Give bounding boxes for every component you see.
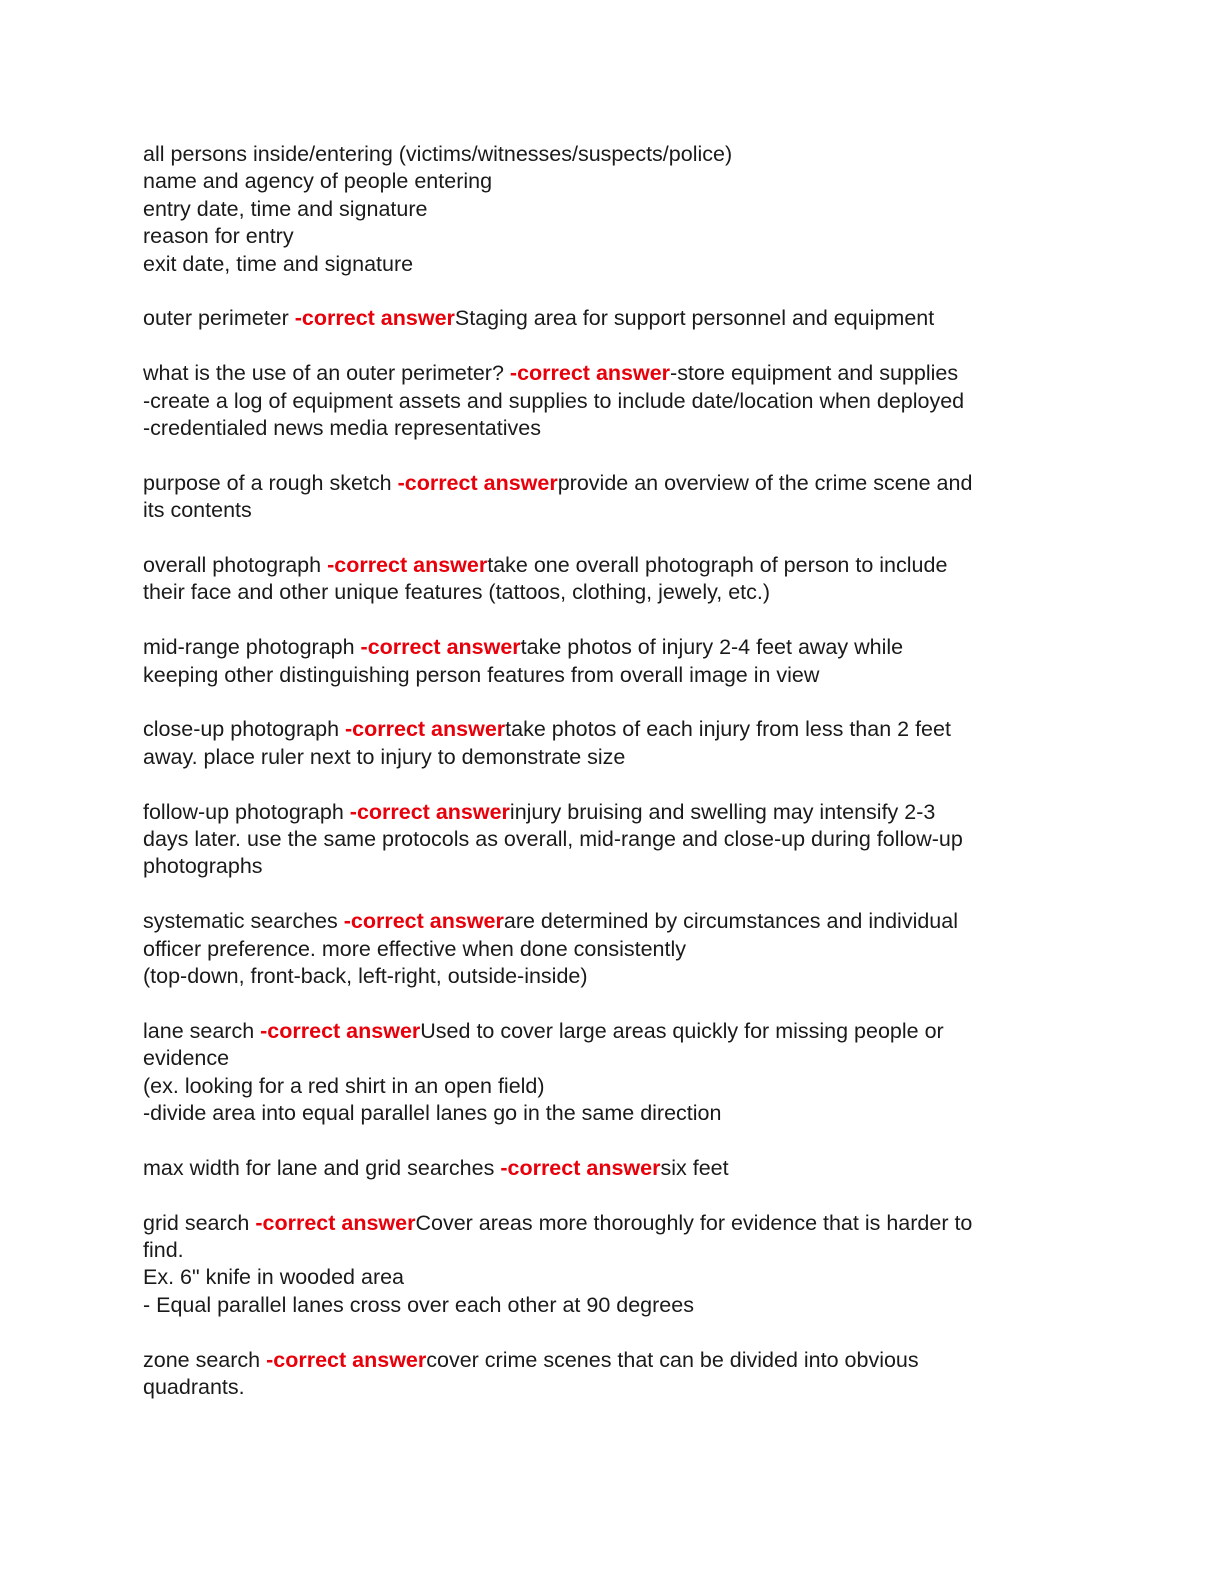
entry-continuation: -create a log of equipment assets and supplies to include date/location when deployed <box>143 388 965 413</box>
correct-answer-tag: -correct answer <box>294 306 455 331</box>
entry-continuation: quadrants. <box>143 1375 245 1400</box>
entry-overall-photograph <box>143 552 1078 607</box>
entry-outer-perimeter-use <box>143 360 1078 442</box>
entry-continuation: its contents <box>143 498 252 523</box>
entry-term: mid-range photograph <box>143 635 361 660</box>
entry-answer: Cover areas more thoroughly for evidence that is harder to <box>415 1210 973 1235</box>
entry-continuation: find. <box>143 1238 184 1263</box>
entry-first-line <box>143 1347 1078 1374</box>
intro-list <box>143 141 1078 278</box>
entry-continuation: their face and other unique features (tattoos, clothing, jewely, etc.) <box>143 580 771 605</box>
intro-line: entry date, time and signature <box>143 196 428 221</box>
entry-answer: take photos of injury 2-4 feet away while <box>520 635 904 660</box>
correct-answer-tag: -correct answer <box>360 635 521 660</box>
entry-answer: -store equipment and supplies <box>670 361 959 386</box>
entry-answer: take one overall photograph of person to include <box>487 553 948 578</box>
entry-term: grid search <box>143 1210 256 1235</box>
entry-continuation: -divide area into equal parallel lanes go in the same direction <box>143 1101 722 1126</box>
entry-continuation: officer preference. more effective when done consistently <box>143 936 686 961</box>
intro-line: all persons inside/entering (victims/witnesses/suspects/police) <box>143 142 733 166</box>
entry-follow-up-photograph <box>143 799 1078 881</box>
document-page <box>143 141 1078 1402</box>
entry-first-line <box>143 305 1078 332</box>
entry-zone-search <box>143 1347 1078 1402</box>
entry-rough-sketch <box>143 470 1078 525</box>
correct-answer-tag: -correct answer <box>260 1018 421 1043</box>
entry-first-line <box>143 1155 1078 1182</box>
entry-answer: cover crime scenes that can be divided into obvious <box>426 1347 919 1372</box>
entry-outer-perimeter <box>143 305 1078 332</box>
entry-term: zone search <box>143 1347 267 1372</box>
entry-continuation: -credentialed news media representatives <box>143 416 541 441</box>
entry-max-width <box>143 1155 1078 1182</box>
entry-term: follow-up photograph <box>143 799 350 824</box>
entry-grid-search <box>143 1210 1078 1320</box>
entry-term: what is the use of an outer perimeter? <box>143 361 510 386</box>
entry-continuation: - Equal parallel lanes cross over each other at 90 degrees <box>143 1292 694 1317</box>
entry-close-up-photograph <box>143 716 1078 771</box>
entry-systematic-searches <box>143 908 1078 990</box>
entry-term: purpose of a rough sketch <box>143 470 398 495</box>
entry-continuation: keeping other distinguishing person features from overall image in view <box>143 662 820 687</box>
entry-answer: Used to cover large areas quickly for missing people or <box>420 1018 944 1043</box>
entry-first-line <box>143 908 1078 935</box>
entry-continuation: evidence <box>143 1046 230 1071</box>
correct-answer-tag: -correct answer <box>345 717 506 742</box>
entry-first-line <box>143 552 1078 579</box>
correct-answer-tag: -correct answer <box>397 470 558 495</box>
entry-continuation: (ex. looking for a red shirt in an open field) <box>143 1073 545 1098</box>
entry-first-line <box>143 360 1078 387</box>
entry-term: lane search <box>143 1018 261 1043</box>
entry-first-line <box>143 716 1078 743</box>
entry-answer: provide an overview of the crime scene and <box>557 470 973 495</box>
entry-answer: injury bruising and swelling may intensify 2-3 <box>509 799 936 824</box>
entry-first-line <box>143 1018 1078 1045</box>
entry-term: outer perimeter <box>143 306 295 331</box>
entry-answer: Staging area for support personnel and equipment <box>454 306 935 331</box>
entry-answer: six feet <box>660 1155 729 1180</box>
entry-first-line <box>143 799 1078 826</box>
intro-line: name and agency of people entering <box>143 169 493 194</box>
correct-answer-tag: -correct answer <box>266 1347 427 1372</box>
entry-continuation: Ex. 6" knife in wooded area <box>143 1265 405 1290</box>
entry-first-line <box>143 470 1078 497</box>
entry-term: max width for lane and grid searches <box>143 1155 501 1180</box>
entry-first-line <box>143 634 1078 661</box>
intro-line: reason for entry <box>143 224 294 249</box>
entry-term: close-up photograph <box>143 717 346 742</box>
entry-answer: are determined by circumstances and individual <box>503 909 958 934</box>
correct-answer-tag: -correct answer <box>349 799 510 824</box>
entry-continuation: away. place ruler next to injury to demonstrate size <box>143 744 626 769</box>
entry-lane-search <box>143 1018 1078 1128</box>
entry-continuation: (top-down, front-back, left-right, outside-inside) <box>143 964 588 989</box>
correct-answer-tag: -correct answer <box>509 361 671 386</box>
entry-continuation: days later. use the same protocols as overall, mid-range and close-up during follow-up <box>143 827 963 852</box>
correct-answer-tag: -correct answer <box>500 1155 661 1180</box>
entry-term: overall photograph <box>143 553 328 578</box>
entry-mid-range-photograph <box>143 634 1078 689</box>
entry-term: systematic searches <box>143 909 344 934</box>
entry-continuation: photographs <box>143 854 263 879</box>
entry-answer: take photos of each injury from less than 2 feet <box>505 717 951 742</box>
intro-line: exit date, time and signature <box>143 251 414 276</box>
entry-first-line <box>143 1210 1078 1237</box>
correct-answer-tag: -correct answer <box>327 553 488 578</box>
correct-answer-tag: -correct answer <box>255 1210 416 1235</box>
correct-answer-tag: -correct answer <box>343 909 504 934</box>
